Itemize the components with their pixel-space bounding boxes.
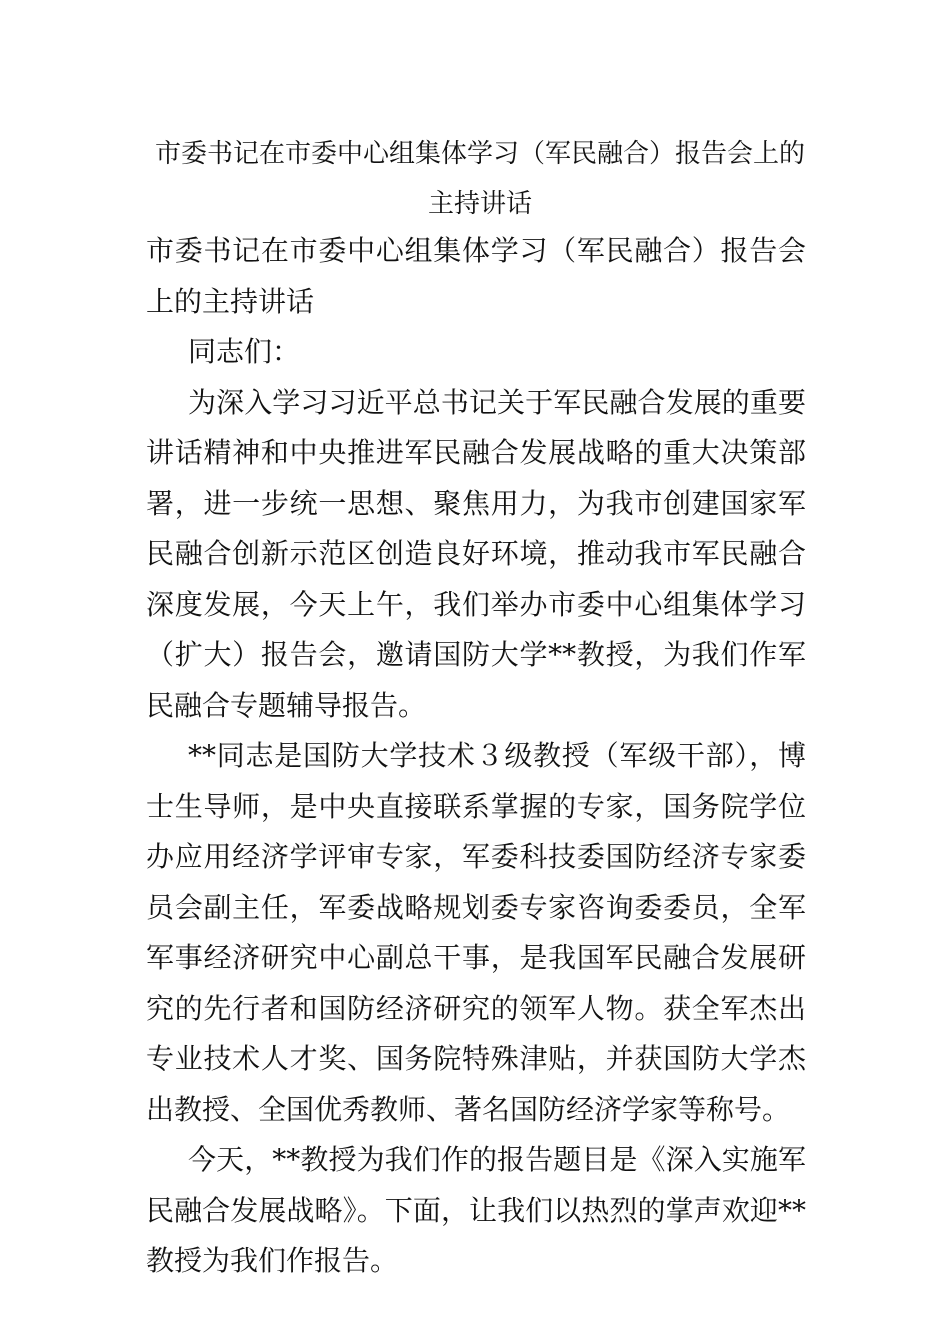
document-title-line-1: 市委书记在市委中心组集体学习（军民融合）报告会上的 <box>154 139 805 169</box>
paragraph-3: 今天，**教授为我们作的报告题目是《深入实施军民融合发展战略》。下面，让我们以热烈的掌声欢迎**教授为我们作报告。 <box>146 1143 806 1277</box>
document-body <box>146 226 806 1287</box>
salutation: 同志们： <box>188 335 301 368</box>
document-title-line-2: 主持讲话 <box>427 189 532 219</box>
paragraph-2: **同志是国防大学技术３级教授（军级干部），博士生导师，是中央直接联系掌握的专家，国务院学位办应用经济学评审专家，军委科技委国防经济专家委员会副主任，军委战略规划委专家咨询委委员，全军军事经济研究中心副总干事，是我国军民融合发展研究的先行者和国防经济研究的领军人物。获全军杰出专业技术人才奖、国务院特殊津贴，并获国防大学杰出教授、全国优秀教师、著名国防经济学家等称号。 <box>146 739 806 1126</box>
paragraph-1: 为深入学习习近平总书记关于军民融合发展的重要讲话精神和中央推进军民融合发展战略的重大决策部署，进一步统一思想、聚焦用力，为我市创建国家军民融合创新示范区创造良好环境，推动我市军民融合深度发展，今天上午，我们举办市委中心组集体学习（扩大）报告会，邀请国防大学**教授，为我们作军民融合专题辅导报告。 <box>146 385 806 722</box>
document-subtitle: 市委书记在市委中心组集体学习（军民融合）报告会上的主持讲话 <box>146 234 806 318</box>
